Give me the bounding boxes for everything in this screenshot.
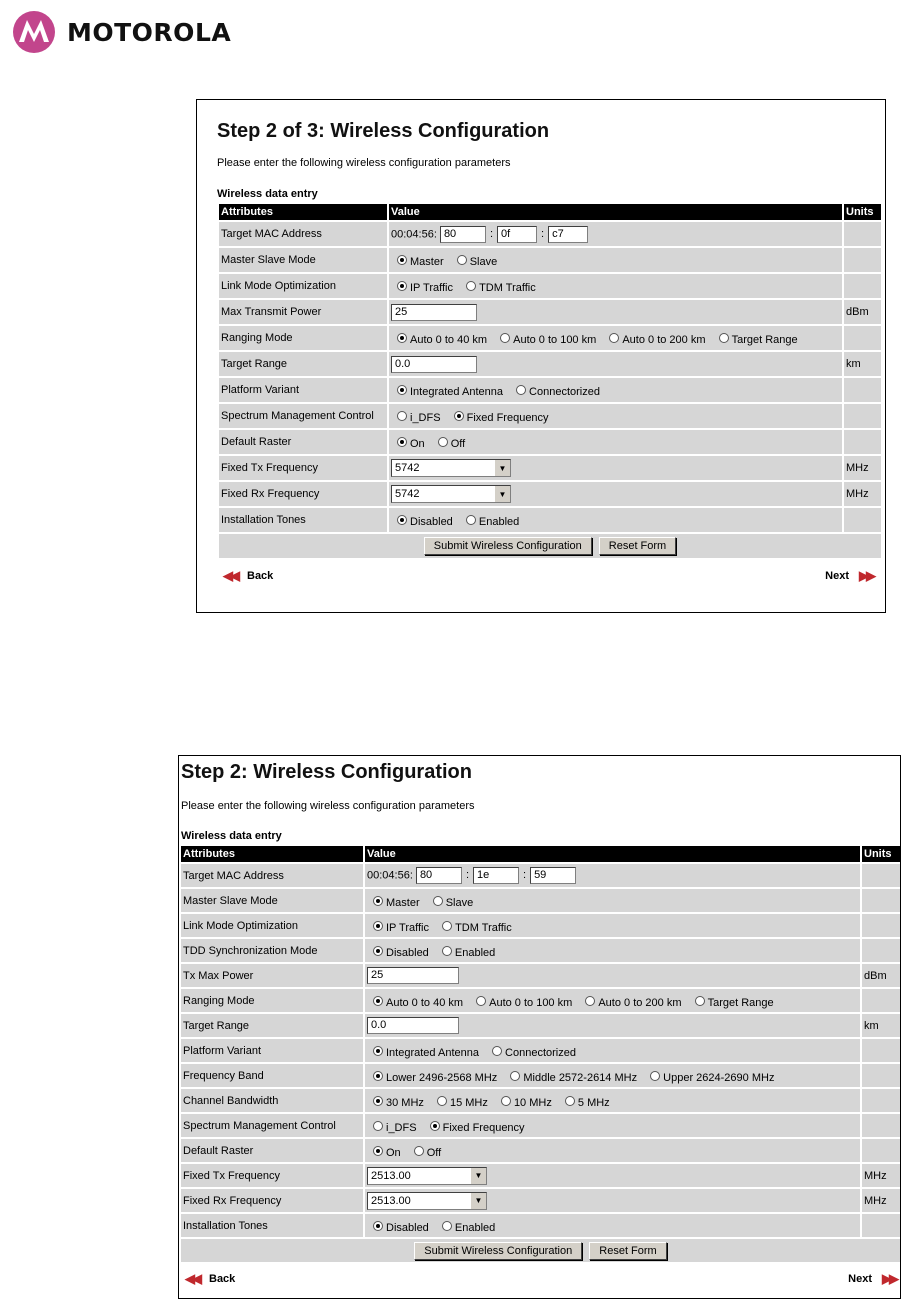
table-row	[181, 864, 900, 887]
raster-off-radio[interactable]	[438, 437, 448, 447]
attr-label: Max Transmit Power	[219, 300, 387, 324]
radio-label: Disabled	[386, 946, 429, 959]
radio-label: i_DFS	[386, 1121, 417, 1134]
integrated-antenna-radio[interactable]	[373, 1046, 383, 1056]
units-cell: dBm	[862, 964, 900, 987]
back-label: Back	[247, 570, 274, 582]
mac-byte-3-input[interactable]: c7	[548, 226, 588, 243]
back-label: Back	[209, 1273, 236, 1285]
value-cell	[389, 274, 842, 298]
value-cell	[365, 1014, 860, 1037]
wireless-data-table	[217, 202, 883, 560]
radio-label: Disabled	[386, 1221, 429, 1234]
action-row	[219, 534, 881, 558]
value-cell	[365, 1089, 860, 1112]
value-cell	[389, 248, 842, 272]
mac-byte-3-input[interactable]: 59	[530, 867, 576, 884]
units-cell: MHz	[844, 456, 881, 480]
intro-text: Please enter the following wireless configuration parameters	[217, 157, 511, 169]
table-row	[219, 508, 881, 532]
section-heading: Wireless data entry	[217, 188, 318, 200]
attr-label: Target MAC Address	[219, 222, 387, 246]
value-cell: 00:04:56: 80 : 1e : 59	[365, 864, 860, 887]
raster-on-radio[interactable]	[397, 437, 407, 447]
integrated-antenna-radio[interactable]	[397, 385, 407, 395]
units-cell	[862, 939, 900, 962]
value-cell	[365, 1139, 860, 1162]
band-middle-radio[interactable]	[510, 1071, 520, 1081]
attr-label: Target MAC Address	[181, 864, 363, 887]
attr-label: Master Slave Mode	[181, 889, 363, 912]
radio-label: Auto 0 to 100 km	[513, 334, 597, 347]
value-cell	[389, 508, 842, 532]
tx-frequency-select[interactable]	[391, 459, 511, 477]
attr-label: Fixed Tx Frequency	[181, 1164, 363, 1187]
tx-max-power-input[interactable]: 25	[367, 967, 459, 984]
radio-label: Target Range	[731, 334, 798, 347]
radio-label: 30 MHz	[386, 1096, 424, 1109]
radio-label: Auto 0 to 100 km	[489, 996, 573, 1009]
units-cell	[862, 889, 900, 912]
units-cell	[862, 1114, 900, 1137]
attr-label: Spectrum Management Control	[181, 1114, 363, 1137]
select-value: 5742	[395, 488, 420, 500]
radio-label: TDM Traffic	[455, 921, 512, 934]
value-cell: 00:04:56: 80 : 0f : c7	[389, 222, 842, 246]
attr-label: Platform Variant	[219, 378, 387, 402]
brand-logo	[12, 8, 231, 56]
attr-label: Channel Bandwidth	[181, 1089, 363, 1112]
value-cell	[389, 482, 842, 506]
attr-label: Installation Tones	[181, 1214, 363, 1237]
next-label: Next	[848, 1273, 872, 1285]
radio-label: IP Traffic	[386, 921, 430, 934]
select-value: 2513.00	[371, 1194, 411, 1207]
header-attributes: Attributes	[219, 204, 387, 220]
connectorized-radio[interactable]	[516, 385, 526, 395]
table-row	[219, 378, 881, 402]
table-row	[219, 430, 881, 454]
radio-label: On	[410, 438, 425, 451]
units-cell: km	[844, 352, 881, 376]
back-link[interactable]	[185, 1271, 235, 1287]
attr-label: Tx Max Power	[181, 964, 363, 987]
radio-label: 15 MHz	[449, 1096, 488, 1109]
ranging-target-radio[interactable]	[695, 996, 705, 1006]
tones-disabled-radio[interactable]	[373, 1221, 383, 1231]
rx-frequency-select[interactable]	[391, 485, 511, 503]
radio-label: Enabled	[454, 1221, 496, 1234]
radio-label: 10 MHz	[513, 1096, 552, 1109]
radio-label: Auto 0 to 200 km	[622, 334, 706, 347]
brand-name: MOTOROLA	[67, 17, 232, 47]
radio-label: Connectorized	[505, 1046, 576, 1059]
radio-label: Target Range	[707, 996, 774, 1009]
section-heading: Wireless data entry	[181, 830, 282, 842]
radio-label: Connectorized	[529, 386, 600, 399]
value-cell	[389, 300, 842, 324]
units-cell	[862, 1139, 900, 1162]
wizard-nav	[181, 1271, 900, 1287]
table-row	[219, 274, 881, 298]
fixed-frequency-radio[interactable]	[454, 411, 464, 421]
units-cell: dBm	[844, 300, 881, 324]
units-cell	[844, 274, 881, 298]
radio-label: i_DFS	[410, 412, 441, 425]
attr-label: Installation Tones	[219, 508, 387, 532]
tones-enabled-radio[interactable]	[466, 515, 476, 525]
radio-label: Master	[410, 256, 444, 269]
tdm-traffic-radio[interactable]	[466, 281, 476, 291]
attr-label: Target Range	[219, 352, 387, 376]
radio-label: On	[386, 1146, 401, 1159]
wireless-config-panel-step-2	[178, 755, 901, 1299]
ranging-200km-radio[interactable]	[585, 996, 595, 1006]
table-row	[181, 1164, 900, 1187]
table-row	[219, 456, 881, 480]
radio-label: Enabled	[478, 516, 520, 529]
value-cell	[389, 404, 842, 428]
table-row	[219, 404, 881, 428]
table-row	[181, 1114, 900, 1137]
radio-label: Master	[386, 896, 420, 909]
table-row	[181, 1089, 900, 1112]
table-row	[219, 326, 881, 350]
submit-wireless-config-button[interactable]: Submit Wireless Configuration	[424, 537, 592, 555]
slave-radio[interactable]	[433, 896, 443, 906]
double-right-arrow-icon: ▶▶	[882, 1271, 896, 1286]
action-cell	[219, 534, 881, 558]
radio-label: 5 MHz	[577, 1096, 610, 1109]
attr-label: Fixed Rx Frequency	[181, 1189, 363, 1212]
wireless-data-table	[179, 844, 901, 1264]
units-cell	[862, 914, 900, 937]
tdd-disabled-radio[interactable]	[373, 946, 383, 956]
units-cell: MHz	[862, 1189, 900, 1212]
next-link[interactable]	[848, 1271, 896, 1287]
table-header-row	[219, 204, 881, 220]
radio-label: Upper 2624-2690 MHz	[663, 1071, 775, 1084]
mac-prefix: 00:04:56:	[367, 869, 413, 882]
radio-label: Fixed Frequency	[442, 1121, 525, 1134]
master-radio[interactable]	[397, 255, 407, 265]
table-row	[219, 352, 881, 376]
attr-label: Default Raster	[219, 430, 387, 454]
attr-label: Ranging Mode	[219, 326, 387, 350]
units-cell	[862, 989, 900, 1012]
bw-15mhz-radio[interactable]	[437, 1096, 447, 1106]
radio-label: Slave	[445, 896, 474, 909]
units-cell	[844, 326, 881, 350]
action-cell	[181, 1239, 900, 1262]
ranging-200km-radio[interactable]	[609, 333, 619, 343]
wireless-config-panel-step-2-of-3	[196, 99, 886, 613]
page-title: Step 2 of 3: Wireless Configuration	[217, 120, 550, 142]
radio-label: Integrated Antenna	[410, 386, 503, 399]
radio-label: Middle 2572-2614 MHz	[523, 1071, 638, 1084]
mac-byte-2-input[interactable]: 1e	[473, 867, 519, 884]
units-cell	[844, 508, 881, 532]
value-cell	[389, 430, 842, 454]
value-cell	[365, 1214, 860, 1237]
value-cell	[365, 889, 860, 912]
slave-radio[interactable]	[457, 255, 467, 265]
select-value: 5742	[395, 462, 420, 474]
chevron-down-icon[interactable]: ▼	[494, 460, 510, 476]
attr-label: TDD Synchronization Mode	[181, 939, 363, 962]
tdm-traffic-radio[interactable]	[442, 921, 452, 931]
attr-label: Frequency Band	[181, 1064, 363, 1087]
value-cell	[365, 914, 860, 937]
double-left-arrow-icon: ◀◀	[185, 1271, 199, 1286]
ranging-100km-radio[interactable]	[500, 333, 510, 343]
bw-30mhz-radio[interactable]	[373, 1096, 383, 1106]
value-cell	[389, 326, 842, 350]
tdd-enabled-radio[interactable]	[442, 946, 452, 956]
table-row	[219, 222, 881, 246]
connectorized-radio[interactable]	[492, 1046, 502, 1056]
units-cell	[844, 430, 881, 454]
value-cell	[389, 456, 842, 480]
attr-label: Platform Variant	[181, 1039, 363, 1062]
ranging-40km-radio[interactable]	[397, 333, 407, 343]
submit-wireless-config-button[interactable]: Submit Wireless Configuration	[414, 1242, 582, 1260]
units-cell: MHz	[862, 1164, 900, 1187]
table-row	[181, 914, 900, 937]
table-row	[181, 1189, 900, 1212]
value-cell	[365, 964, 860, 987]
next-label: Next	[825, 570, 849, 582]
raster-off-radio[interactable]	[414, 1146, 424, 1156]
attr-label: Fixed Tx Frequency	[219, 456, 387, 480]
band-upper-radio[interactable]	[650, 1071, 660, 1081]
radio-label: Slave	[469, 256, 498, 269]
units-cell	[862, 1039, 900, 1062]
value-cell	[365, 1114, 860, 1137]
radio-label: Fixed Frequency	[466, 412, 549, 425]
master-radio[interactable]	[373, 896, 383, 906]
table-row	[181, 1064, 900, 1087]
units-cell	[844, 404, 881, 428]
header-value: Value	[365, 846, 860, 862]
ranging-100km-radio[interactable]	[476, 996, 486, 1006]
target-range-input[interactable]: 0.0	[367, 1017, 459, 1034]
radio-label: Off	[426, 1146, 442, 1159]
table-row	[181, 964, 900, 987]
units-cell	[862, 1089, 900, 1112]
idfs-radio[interactable]	[373, 1121, 383, 1131]
radio-label: Auto 0 to 40 km	[410, 334, 488, 347]
rx-frequency-select[interactable]	[367, 1192, 487, 1210]
radio-label: Disabled	[410, 516, 453, 529]
header-attributes: Attributes	[181, 846, 363, 862]
select-value: 2513.00	[371, 1169, 411, 1182]
value-cell	[365, 1064, 860, 1087]
units-cell	[862, 864, 900, 887]
header-units: Units	[862, 846, 900, 862]
radio-label: Auto 0 to 40 km	[386, 996, 464, 1009]
units-cell: km	[862, 1014, 900, 1037]
table-header-row	[181, 846, 900, 862]
mac-prefix: 00:04:56:	[391, 227, 437, 240]
idfs-radio[interactable]	[397, 411, 407, 421]
units-cell	[844, 222, 881, 246]
attr-label: Target Range	[181, 1014, 363, 1037]
radio-label: TDM Traffic	[479, 282, 536, 295]
table-row	[181, 1014, 900, 1037]
units-cell	[844, 378, 881, 402]
value-cell	[365, 1164, 860, 1187]
value-cell	[365, 939, 860, 962]
table-row	[219, 300, 881, 324]
reset-form-button[interactable]: Reset Form	[589, 1242, 666, 1260]
attr-label: Link Mode Optimization	[181, 914, 363, 937]
ranging-40km-radio[interactable]	[373, 996, 383, 1006]
table-row	[219, 248, 881, 272]
radio-label: Auto 0 to 200 km	[598, 996, 682, 1009]
double-left-arrow-icon: ◀◀	[223, 568, 237, 583]
value-cell	[389, 378, 842, 402]
ip-traffic-radio[interactable]	[397, 281, 407, 291]
tones-enabled-radio[interactable]	[442, 1221, 452, 1231]
table-row	[181, 1039, 900, 1062]
header-units: Units	[844, 204, 881, 220]
radio-label: Enabled	[454, 946, 496, 959]
chevron-down-icon[interactable]: ▼	[470, 1168, 486, 1184]
bw-5mhz-radio[interactable]	[565, 1096, 575, 1106]
wizard-nav	[217, 568, 879, 584]
attr-label: Fixed Rx Frequency	[219, 482, 387, 506]
page-title: Step 2: Wireless Configuration	[181, 761, 472, 783]
units-cell	[844, 248, 881, 272]
value-cell	[365, 1189, 860, 1212]
mac-byte-1-input[interactable]: 80	[440, 226, 486, 243]
radio-label: Lower 2496-2568 MHz	[386, 1071, 498, 1084]
table-row	[181, 1214, 900, 1237]
table-row	[181, 889, 900, 912]
double-right-arrow-icon: ▶▶	[859, 568, 873, 583]
mac-byte-1-input[interactable]: 80	[416, 867, 462, 884]
band-lower-radio[interactable]	[373, 1071, 383, 1081]
next-link[interactable]	[825, 568, 873, 584]
value-cell	[389, 352, 842, 376]
table-row	[181, 939, 900, 962]
attr-label: Link Mode Optimization	[219, 274, 387, 298]
back-link[interactable]	[223, 568, 273, 584]
max-transmit-power-input[interactable]: 25	[391, 304, 477, 321]
units-cell	[862, 1064, 900, 1087]
attr-label: Ranging Mode	[181, 989, 363, 1012]
attr-label: Master Slave Mode	[219, 248, 387, 272]
units-cell	[862, 1214, 900, 1237]
value-cell	[365, 989, 860, 1012]
tones-disabled-radio[interactable]	[397, 515, 407, 525]
fixed-frequency-radio[interactable]	[430, 1121, 440, 1131]
chevron-down-icon[interactable]: ▼	[494, 486, 510, 502]
tx-frequency-select[interactable]	[367, 1167, 487, 1185]
target-range-input[interactable]: 0.0	[391, 356, 477, 373]
attr-label: Default Raster	[181, 1139, 363, 1162]
raster-on-radio[interactable]	[373, 1146, 383, 1156]
intro-text: Please enter the following wireless configuration parameters	[181, 800, 475, 812]
radio-label: Off	[450, 438, 466, 451]
mac-byte-2-input[interactable]: 0f	[497, 226, 537, 243]
table-row	[181, 989, 900, 1012]
bw-10mhz-radio[interactable]	[501, 1096, 511, 1106]
radio-label: Integrated Antenna	[386, 1046, 479, 1059]
value-cell	[365, 1039, 860, 1062]
table-row	[219, 482, 881, 506]
reset-form-button[interactable]: Reset Form	[599, 537, 676, 555]
ranging-target-radio[interactable]	[719, 333, 729, 343]
motorola-batwing-icon	[12, 10, 56, 54]
ip-traffic-radio[interactable]	[373, 921, 383, 931]
header-value: Value	[389, 204, 842, 220]
units-cell: MHz	[844, 482, 881, 506]
attr-label: Spectrum Management Control	[219, 404, 387, 428]
chevron-down-icon[interactable]: ▼	[470, 1193, 486, 1209]
table-row	[181, 1139, 900, 1162]
radio-label: IP Traffic	[410, 282, 454, 295]
action-row	[181, 1239, 900, 1262]
